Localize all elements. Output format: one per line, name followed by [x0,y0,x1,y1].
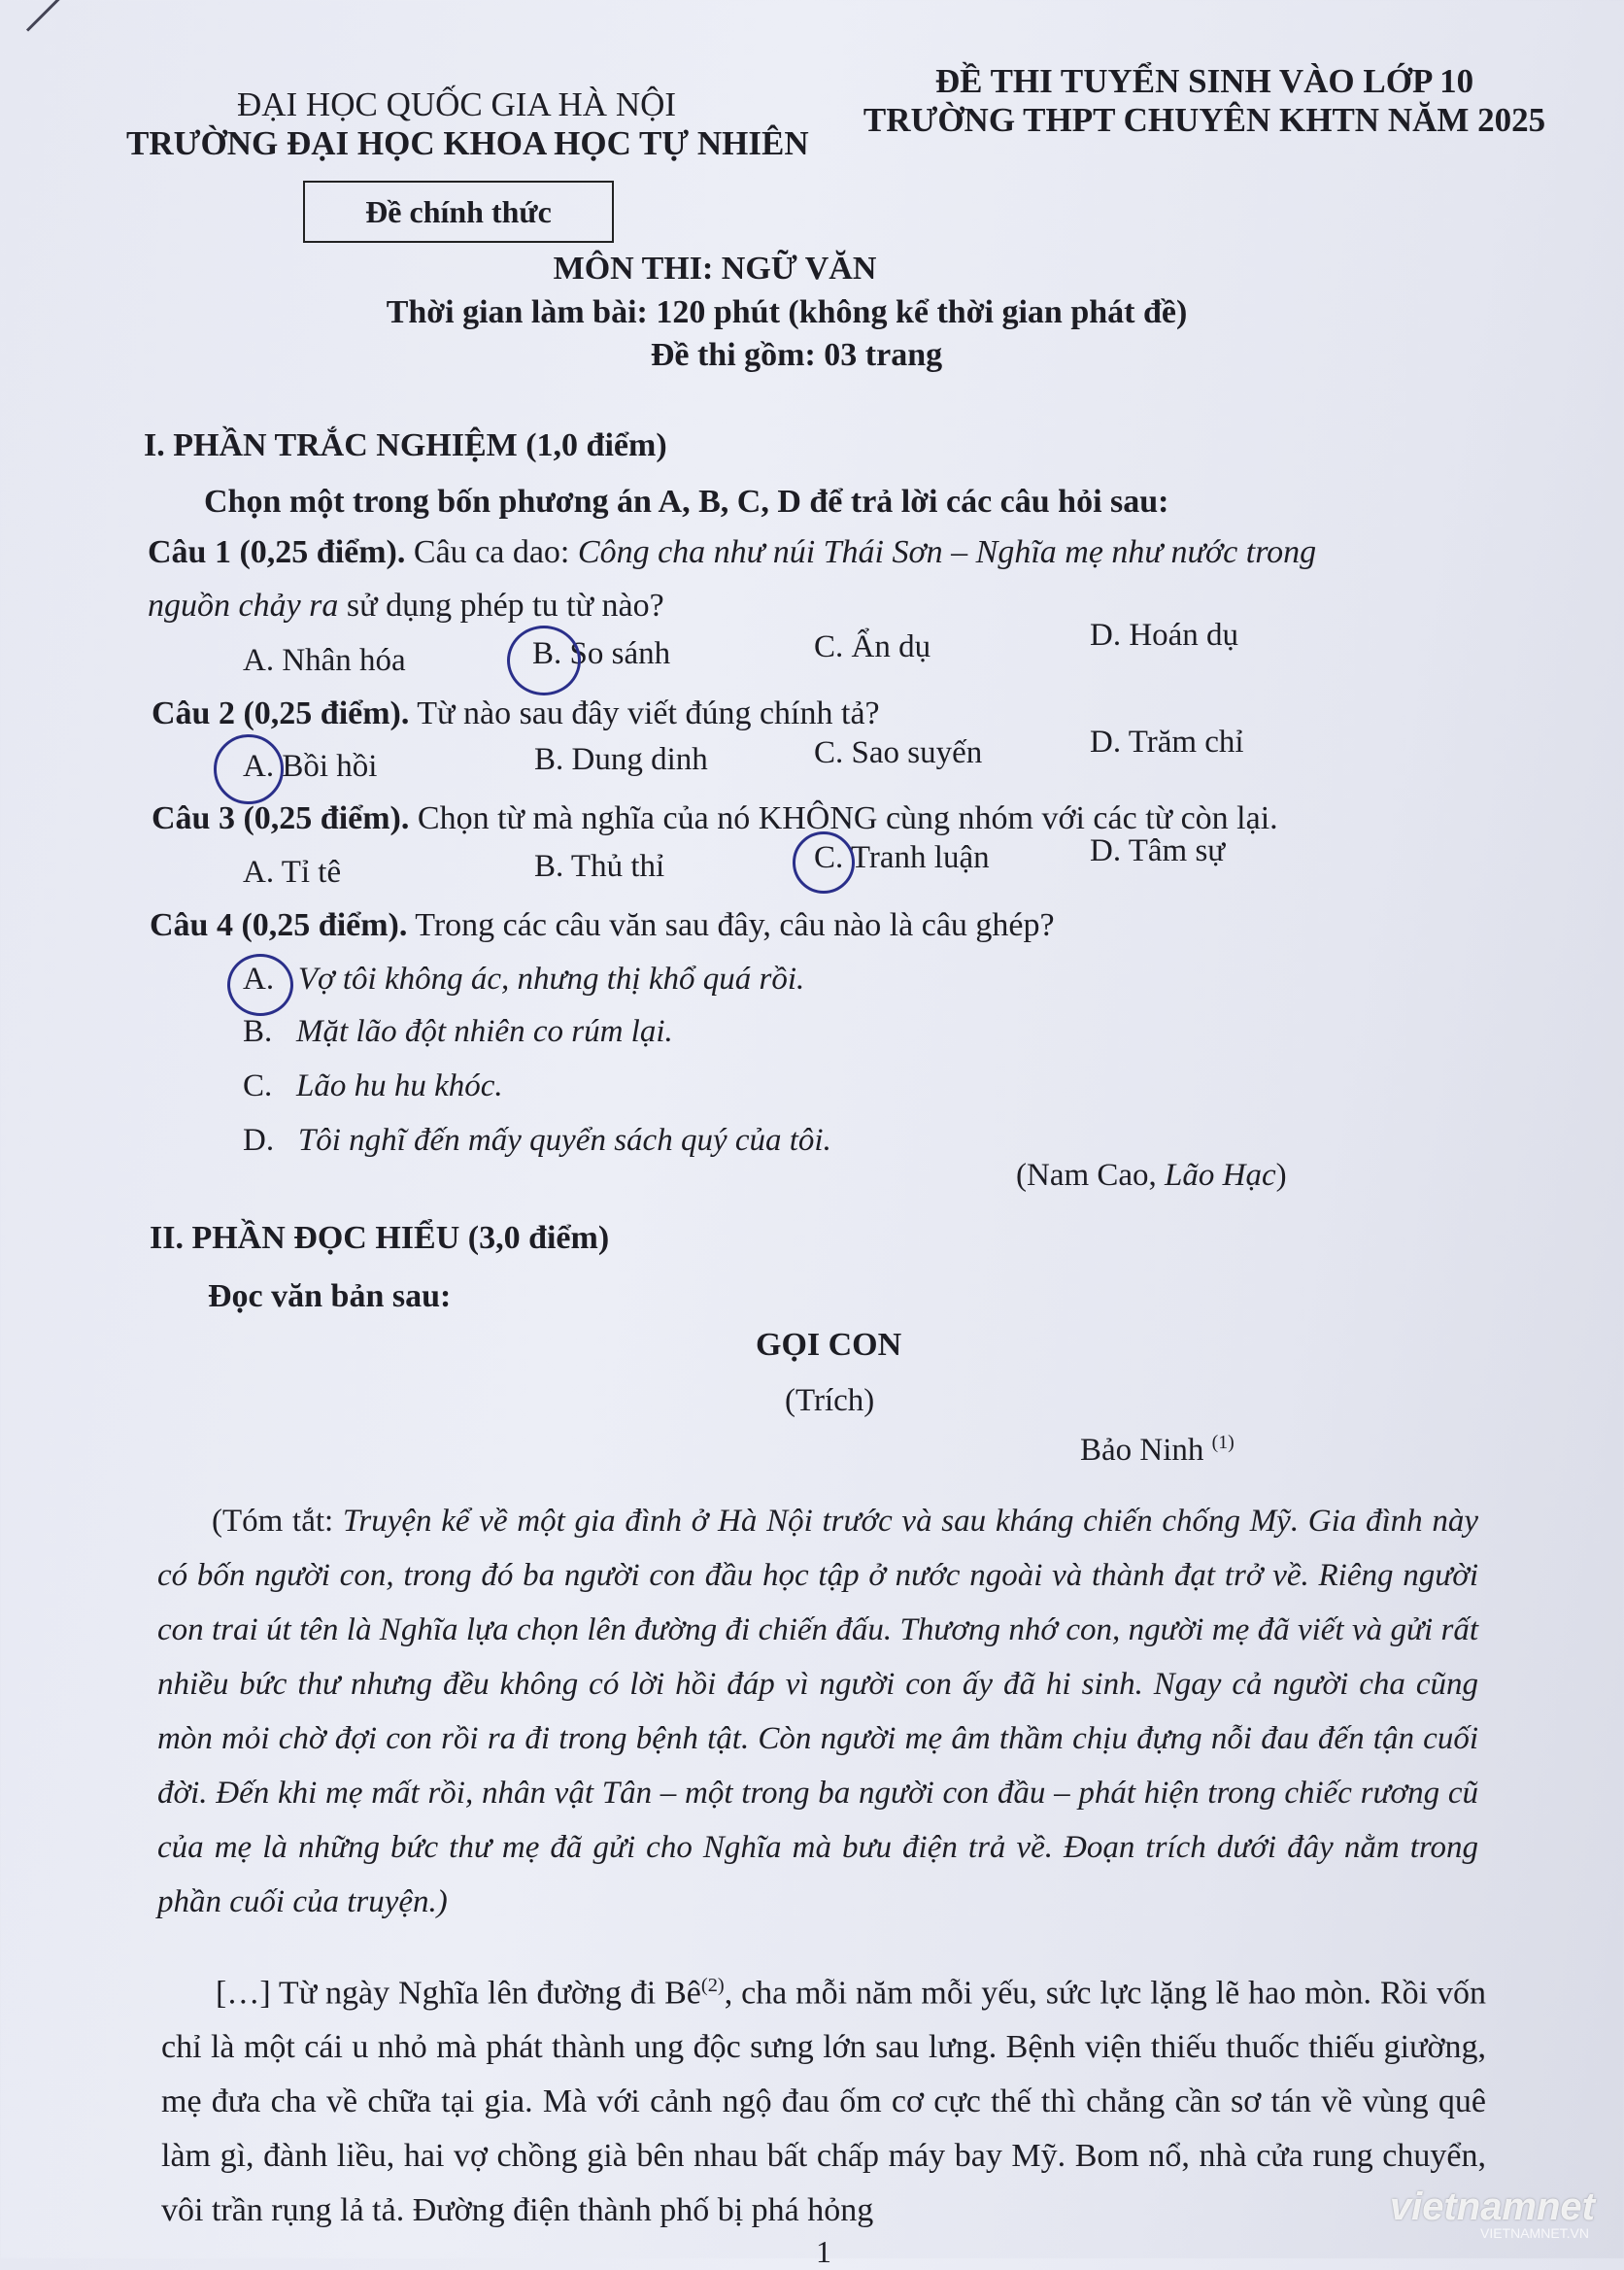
question-1-line-2: nguồn chảy ra sử dụng phép tu từ nào? [148,588,664,624]
q2-option-c[interactable]: C. Sao suyến [814,735,983,770]
story-author: Bảo Ninh $^{(1)}$ [1080,1432,1235,1468]
section-1-instruction: Chọn một trong bốn phương án A, B, C, D để trả lời các câu hỏi sau: [204,484,1169,520]
q3-option-d[interactable]: D. Tâm sự [1090,833,1226,868]
q1-option-d[interactable]: D. Hoán dụ [1090,618,1239,653]
q4-option-c[interactable]: C. Lão hu hu khóc. [243,1068,503,1103]
answer-circle-q2 [214,734,284,804]
page-number: 1 [816,2234,831,2269]
question-1-line-1: Câu 1 (0,25 điểm). Câu ca dao: Công cha như núi Thái Sơn – Nghĩa mẹ như nước trong [148,534,1317,570]
subject-title: MÔN THI: NGỮ VĂN [553,251,877,287]
q1-option-b[interactable]: B. So sánh [532,636,671,671]
question-4: Câu 4 (0,25 điểm). Trong các câu văn sau đây, câu nào là câu ghép? [150,907,1055,943]
school-name: TRƯỜNG ĐẠI HỌC KHOA HỌC TỰ NHIÊN [126,124,809,162]
exam-page-count: Đề thi gồm: 03 trang [650,337,943,373]
q2-option-d[interactable]: D. Trăm chỉ [1090,725,1244,760]
exam-title: ĐỀ THI TUYỂN SINH VÀO LỚP 10 [934,62,1474,100]
university-name: ĐẠI HỌC QUỐC GIA HÀ NỘI [236,85,677,123]
pen-stroke-mark [26,0,70,32]
q3-option-a[interactable]: A. Tỉ tê [243,855,342,890]
watermark-url: VIETNAMNET.VN [1479,2225,1589,2241]
q4-option-d[interactable]: D. Tôi nghĩ đến mấy quyển sách quý của tôi. [243,1123,831,1158]
question-3: Câu 3 (0,25 điểm). Chọn từ mà nghĩa của nó KHÔNG cùng nhóm với các từ còn lại. [152,800,1278,836]
exam-duration: Thời gian làm bài: 120 phút (không kể thời gian phát đề) [386,294,1188,330]
official-label: Đề chính thức [365,194,552,229]
q1-option-a[interactable]: A. Nhân hóa [243,643,406,678]
q1-option-c[interactable]: C. Ẩn dụ [814,629,931,664]
answer-circle-q1 [507,626,581,695]
section-1-title: I. PHẦN TRẮC NGHIỆM (1,0 điểm) [144,427,667,463]
q4-source: (Nam Cao, Lão Hạc) [1016,1158,1287,1193]
q4-option-b[interactable]: B. Mặt lão đột nhiên co rúm lại. [243,1014,673,1049]
answer-circle-q4 [227,954,293,1016]
q4-option-a[interactable]: A. Vợ tôi không ác, nhưng thị khổ quá rồi. [243,962,805,997]
excerpt-label: (Trích) [785,1383,875,1418]
q2-option-a[interactable]: A. Bồi hồi [243,749,378,784]
question-2: Câu 2 (0,25 điểm). Từ nào sau đây viết đúng chính tả? [152,695,880,731]
story-summary: (Tóm tắt: Truyện kể về một gia đình ở Hà Nội trước và sau kháng chiến chống Mỹ. Gia đình này có bốn người con, trong đó ba người con đầu học tập ở nước ngoài và thành đạt trở về. Riêng người con trai út tên là Nghĩa lựa chọn lên đường đi chiến đấu. Thương nhớ con, người mẹ đã viết và gửi rất nhiều bức thư nhưng đều không có lời hồi đáp vì người con ấy đã hi sinh. Ngay cả người cha cũng mòn mỏi chờ đợi con rồi ra đi trong bệnh tật. Còn người mẹ âm thầm chịu đựng nỗi đau đến tận cuối đời. Đến khi mẹ mất rồi, nhân vật Tân – một trong ba người con đầu – phát hiện trong chiếc rương cũ của mẹ là những bức thư mẹ đã gửi cho Nghĩa mà bưu điện trả về. Đoạn trích dưới đây nằm trong phần cuối của truyện.) [157,1504,1479,1919]
story-body: […] Từ ngày Nghĩa lên đường đi $Bê^{(2)}$, cha mỗi năm mỗi yếu, sức lực lặng lẽ hao mòn. Rồi vốn chỉ là một cái u nhỏ mà phát thành ung độc sưng lớn sau lưng. Bệnh viện thiếu thuốc thiếu giường, mẹ đưa cha về chữa tại gia. Mà với cảnh ngộ đau ốm cơ cực thế thì chẳng cần sơ tán về vùng quê làm gì, đành liều, hai vợ chồng già bên nhau bất chấp máy bay Mỹ. Bom nổ, nhà cửa rung chuyển, vôi trần rụng lả tả. Đường điện thành phố bị phá hỏng [161,1975,1486,2229]
story-title: GỌI CON [756,1327,902,1363]
q3-option-c[interactable]: C. Tranh luận [814,840,990,875]
exam-school: TRƯỜNG THPT CHUYÊN KHTN NĂM 2025 [863,101,1546,139]
answer-circle-q3 [793,831,855,894]
watermark-logo: vietnamnet [1389,2185,1595,2228]
q2-option-b[interactable]: B. Dung dinh [534,742,708,777]
q3-option-b[interactable]: B. Thủ thỉ [534,849,665,884]
section-2-instruction: Đọc văn bản sau: [208,1278,452,1314]
section-2-title: II. PHẦN ĐỌC HIỂU (3,0 điểm) [150,1220,610,1256]
